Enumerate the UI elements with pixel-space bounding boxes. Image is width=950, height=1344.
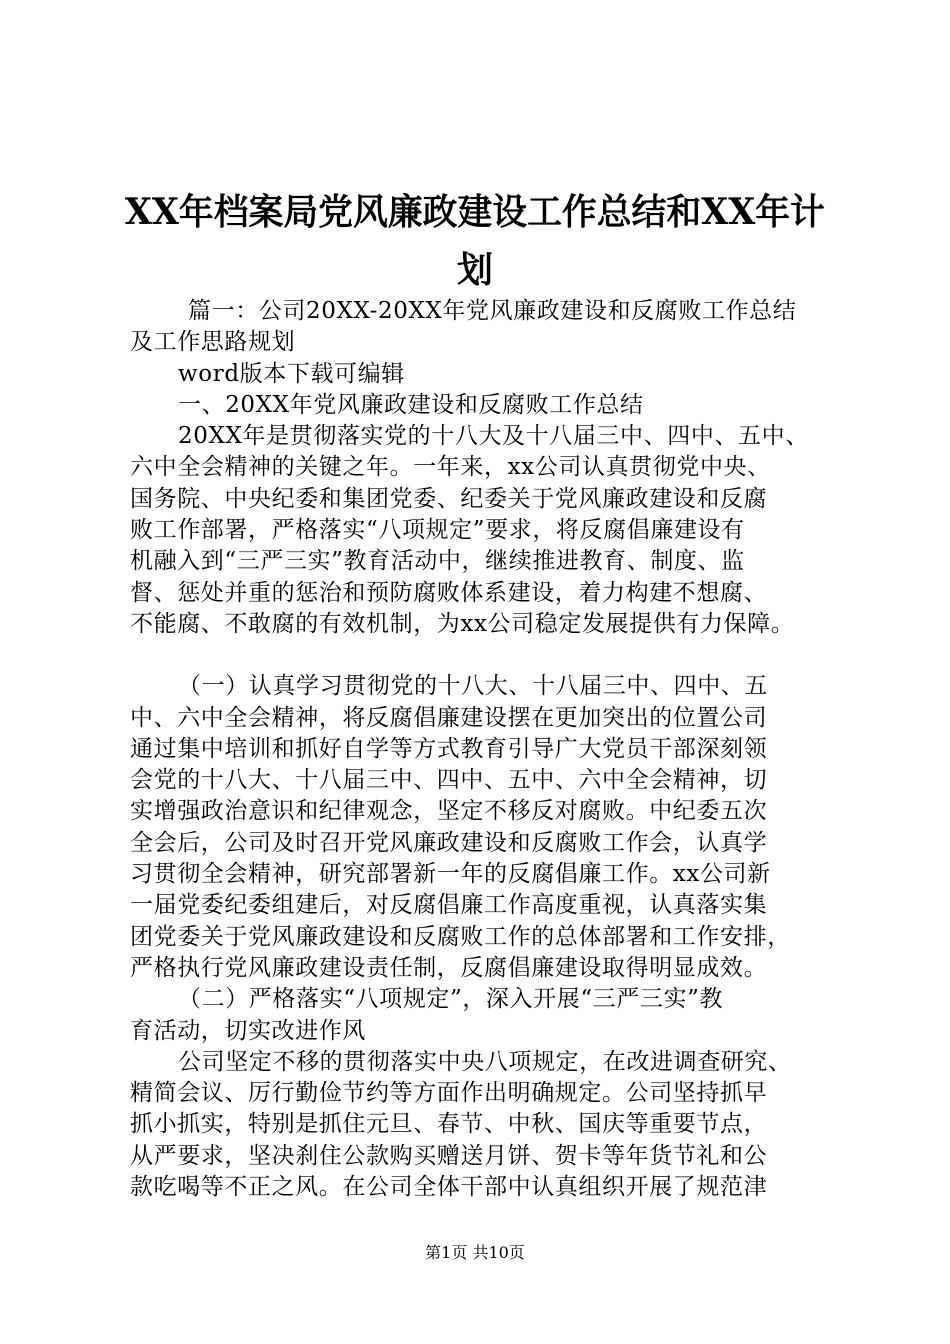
paragraph-line: 抓小抓实，特别是抓住元旦、春节、中秋、国庆等重要节点， — [130, 1111, 768, 1138]
paragraph-gap — [130, 640, 830, 671]
paragraph-line: 公司坚定不移的贯彻落实中央八项规定，在改进调查研究、 — [178, 1048, 792, 1075]
paragraph-line: 从严要求，坚决刹住公款购买赠送月饼、贺卡等年货节礼和公 — [130, 1142, 768, 1169]
paragraph-line: 全会后，公司及时召开党风廉政建设和反腐败工作会，认真学 — [130, 829, 768, 856]
paragraph-line: 精简会议、厉行勤俭节约等方面作出明确规定。公司坚持抓早 — [130, 1080, 768, 1107]
document-title-line-2: 划 — [456, 249, 493, 291]
document-body — [130, 296, 830, 1203]
paragraph-line: 国务院、中央纪委和集团党委、纪委关于党风廉政建设和反腐 — [130, 485, 768, 512]
subsection-heading: （一）认真学习贯彻党的十八大、十八届三中、四中、五 — [178, 673, 768, 700]
paragraph-line: 一届党委纪委组建后，对反腐倡廉工作高度重视，认真落实集 — [130, 892, 768, 919]
subsection-heading: （二）严格落实“八项规定”，深入开展“三严三实”教 — [178, 986, 724, 1013]
paragraph-line: 习贯彻全会精神，研究部署新一年的反腐倡廉工作。xx公司新 — [130, 861, 771, 888]
page-number-footer: 第1页 共10页 — [425, 1243, 525, 1262]
paragraph-line: 款吃喝等不正之风。在公司全体干部中认真组织开展了规范津 — [130, 1174, 768, 1201]
paragraph-line: 六中全会精神的关键之年。一年来，xx公司认真贯彻党中央、 — [130, 454, 771, 481]
paragraph-line: 20XX年是贯彻落实党的十八大及十八届三中、四中、五中、 — [178, 423, 809, 450]
paragraph-line: 败工作部署，严格落实“八项规定”要求，将反腐倡廉建设有 — [130, 517, 745, 544]
paragraph-line: 团党委关于党风廉政建设和反腐败工作的总体部署和工作安排， — [130, 923, 791, 950]
paragraph-line: 会党的十八大、十八届三中、四中、五中、六中全会精神，切 — [130, 767, 768, 794]
paragraph-line: 严格执行党风廉政建设责任制，反腐倡廉建设取得明显成效。 — [130, 954, 768, 981]
paragraph-line: 实增强政治意识和纪律观念，坚定不移反对腐败。中纪委五次 — [130, 798, 768, 825]
article-heading-cont: 及工作思路规划 — [130, 329, 296, 356]
subsection-heading-cont: 育活动，切实改进作风 — [130, 1017, 366, 1044]
document-title-line-1: XX年档案局党风廉政建设工作总结和XX年计 — [124, 191, 825, 233]
article-heading: 篇一：公司20XX-20XX年党风廉政建设和反腐败工作总结 — [188, 298, 797, 324]
paragraph-line: 机融入到“三严三实”教育活动中，继续推进教育、制度、监 — [130, 548, 745, 575]
download-note: word版本下载可编辑 — [178, 360, 405, 387]
section-heading: 一、20XX年党风廉政建设和反腐败工作总结 — [178, 391, 644, 418]
paragraph-line: 不能腐、不敢腐的有效机制，为xx公司稳定发展提供有力保障。 — [130, 610, 795, 637]
paragraph-line: 中、六中全会精神，将反腐倡廉建设摆在更加突出的位置公司 — [130, 704, 768, 731]
paragraph-line: 督、惩处并重的惩治和预防腐败体系建设，着力构建不想腐、 — [130, 579, 768, 606]
paragraph-line: 通过集中培训和抓好自学等方式教育引导广大党员干部深刻领 — [130, 735, 768, 762]
